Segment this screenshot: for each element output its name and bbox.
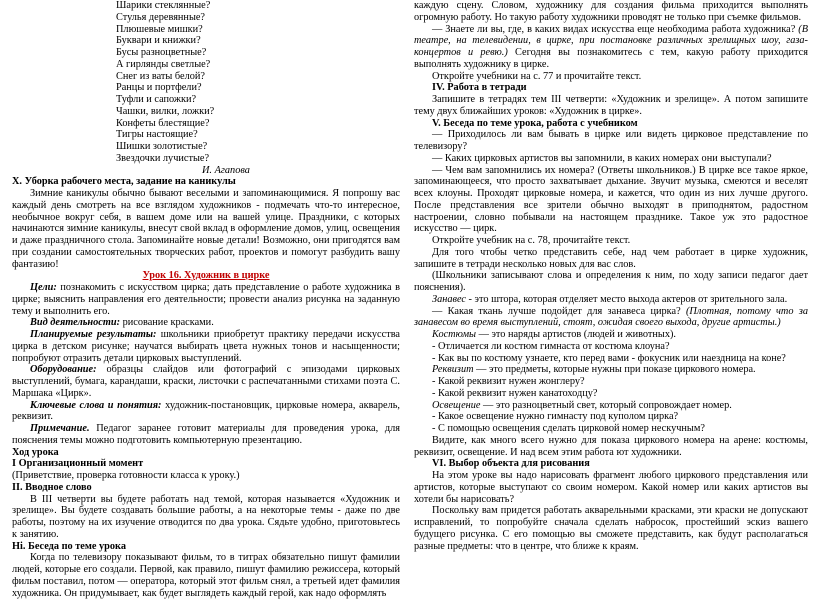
paragraph: Для того чтобы четко представить себе, над чем работает в цирке художник, запишите в тетради несколько новых для вас слов.	[414, 246, 808, 270]
term: Костюмы	[432, 329, 477, 340]
section-heading: VI. Выбор объекта для рисования	[432, 458, 590, 470]
note-paragraph	[12, 423, 400, 447]
section-heading: V. Беседа по теме урока, работа с учебником	[432, 117, 638, 129]
definition-costume	[414, 329, 808, 341]
equipment-label: Оборудование:	[30, 364, 97, 376]
paragraph: Зимние каникулы обычно бывают веселыми и запоминающимися. Я попрошу вас каждый день смотреть на все взглядом художников - подмечать что-то интересное, необычное вокруг себя, в вашем доме или на вашей улице. Праздники, с которых начинаются зимние каникулы, внесут свой вклад в оформление домов, улиц, освещения и даже праздничного стола. Запоминайте новые детали! Возможно, они пригодятся вам при создании самостоятельных творческих работ, проектов и помогут разбудить вашу фантазию!	[12, 188, 400, 270]
poem-line: Плюшевые мишки?	[116, 23, 203, 35]
section-heading: II. Вводное слово	[12, 481, 92, 493]
poem-line: Шарики стеклянные?	[116, 0, 211, 11]
poem-line: Тигры настоящие?	[116, 129, 198, 141]
keywords-paragraph	[12, 400, 400, 424]
poem-line: Шишки золотистые?	[116, 141, 208, 152]
term: Занавес	[432, 293, 466, 305]
definition: — это предметы, которые нужны при показе циркового номера.	[473, 364, 756, 376]
answer-text: (Плотная, потому что за занавесом во время выступлений, стоят, ожидая своего выхода, другие артисты.)	[414, 305, 808, 329]
question-paragraph	[414, 24, 808, 71]
section-heading: IV. Работа в тетради	[432, 82, 527, 94]
paragraph: — Чем вам запомнились их номера? (Ответы школьников.) В цирке все такое яркое, запоминающееся, что просто захватывает дыхание. Звучит музыка, смеются и веселят всех клоуны. Проходят цирковые номера, и кажется, что один из них лучше другого. После представления все зрители обычно выходят в приподнятом, радостном настроении, словно побывали на настоящем празднике. Такое уж это радостное искусство — цирк.	[414, 164, 808, 235]
paragraph: (Школьники записывают слова и определения к ним, по ходу записи педагог дает пояснения).	[414, 270, 808, 293]
question-text: — Знаете ли вы, где, в каких видах искусства еще необходима работа художника?	[432, 23, 799, 35]
definition: — это наряды артистов (людей и животных).	[476, 329, 677, 340]
list-item: - Отличается ли костюм гимнаста от костюма клоуна?	[432, 340, 670, 352]
left-column	[12, 0, 400, 599]
paragraph: Запишите в тетрадях тем III четверти: «Художник и зрелище». А потом запишите тему двух ближайших уроков: «Художник в цирке».	[414, 94, 808, 117]
results-paragraph	[12, 329, 400, 364]
answer-text: (В театре, на телевидении, в цирке, при постановке различных зрелищных шоу, газа-концертов и ревю.)	[414, 23, 808, 58]
section-heading: X. Уборка рабочего места, задание на каникулы	[12, 176, 236, 188]
right-column	[414, 0, 808, 552]
definition-curtain	[414, 294, 808, 306]
keywords-text: художник-постановщик, цирковые номера, акварель, реквизит.	[12, 399, 400, 423]
section-heading: Ход урока	[12, 446, 59, 458]
goals-label: Цели:	[30, 282, 57, 293]
poem-line: Конфеты блестящие?	[116, 117, 210, 129]
section-heading: I Организационный момент	[12, 458, 144, 470]
poem-line: А гирлянды светлые?	[116, 58, 211, 70]
activity-text: рисование красками.	[120, 317, 214, 329]
term: Освещение	[432, 399, 481, 411]
paragraph: каждую сцену. Словом, художнику для создания фильма приходится выполнять огромную работу. Но такую работу художники проводят не только при съемке фильмов.	[414, 0, 808, 23]
definition: - это штора, которая отделяет место выхода актеров от зрительного зала.	[465, 293, 788, 305]
poem-line: Звездочки лучистые?	[116, 152, 210, 164]
poem-line: Стулья деревянные?	[116, 11, 206, 23]
lesson-title	[12, 270, 400, 282]
poem-author: И. Агапова	[202, 164, 250, 176]
poem-line: Буквари и книжки?	[116, 35, 201, 47]
list-item: - Какой реквизит нужен жонглеру?	[432, 376, 585, 387]
paragraph: Видите, как много всего нужно для показа циркового номера на арене: костюмы, реквизит, освещение. И над всем этим работа ют художники.	[414, 434, 808, 458]
paragraph: На этом уроке вы надо нарисовать фрагмент любого циркового представления или артистов, которые выступают со своим номером. Какой номер или каких артистов вы хотели бы нарисовать?	[414, 470, 808, 505]
question-tail: Сегодня вы познакомитесь с тем, какую работу приходится выполнять художнику в цирке.	[414, 47, 808, 70]
keywords-label: Ключевые слова и понятия:	[30, 399, 162, 411]
note-text: Педагог заранее готовит материалы для проведения урока, для пояснения темы можно подготовить компьютерную презентацию.	[12, 423, 400, 446]
paragraph: Откройте учебник на с. 78, прочитайте текст.	[432, 235, 631, 246]
poem-line: Ранцы и портфели?	[116, 82, 202, 94]
poem-line: Чашки, вилки, ложки?	[116, 105, 215, 117]
equipment-text: образцы слайдов или фотографий с эпизодами цирковых выступлений, бумага, карандаши, краски, листочки с распечатанными стихами поэта С. Маршака «Цирк».	[12, 364, 400, 399]
paragraph: — Приходилось ли вам бывать в цирке или видеть цирковое представление по телевизору?	[414, 129, 808, 152]
definition-props	[414, 364, 808, 376]
activity-label: Вид деятельности:	[30, 317, 121, 329]
term: Реквизит	[432, 364, 474, 376]
goals-text: познакомить с искусством цирка; дать представление о работе художника в цирке; выяснить направления его деятельности; провести анализ рисунка на заданную тему и выполнить его.	[12, 282, 400, 317]
list-item: - Какой реквизит нужен канатоходцу?	[432, 387, 598, 399]
paragraph: (Приветствие, проверка готовности класса к уроку.)	[12, 470, 240, 481]
poem-line: Бусы разноцветные?	[116, 47, 207, 58]
section-heading: Hi. Беседа по теме урока	[12, 540, 126, 552]
lesson-title-text: Урок 16. Художник в цирке	[142, 270, 270, 282]
question-text: — Какая ткань лучше подойдет для занавеса цирка?	[432, 305, 686, 317]
activity-paragraph	[12, 317, 400, 329]
paragraph: Когда по телевизору показывают фильм, то в титрах обязательно пишут фамилии людей, которые его создали. Первой, как правило, пишут фамилию режиссера, который фильм поставил, потом — оператора, который этот фильм снял, а третьей идет фамилия художника. Он придумывает, как будет выглядеть каждый герой, как надо оформлять	[12, 552, 400, 599]
equipment-paragraph	[12, 364, 400, 399]
list-item: - Какое освещение нужно гимнасту под куполом цирка?	[432, 411, 679, 423]
goals-paragraph	[12, 282, 400, 317]
poem-line: Снег из ваты белой?	[116, 70, 205, 82]
paragraph: Откройте учебники на с. 77 и прочитайте текст.	[432, 70, 642, 82]
note-label: Примечание.	[30, 423, 90, 434]
results-label: Планируемые результаты:	[30, 329, 157, 340]
question-paragraph	[414, 306, 808, 330]
list-item: - Как вы по костюму узнаете, кто перед вами - фокусник или наездница на коне?	[432, 352, 786, 364]
results-text: школьники приобретут практику передачи искусства цирка в детском рисунке; научатся выбирать цвета нужных тонов и насыщенности; попробуют отразить детали цирковых выступлений.	[12, 329, 400, 364]
paragraph: В III четверти вы будете работать над темой, которая называется «Художник и зрелище». Вы будете создавать большие работы, а на некоторые темы - даже по две работы, поэтому на их изучение отводится по два урока. Сядьте удобно, приготовьтесь к занятию.	[12, 493, 400, 540]
list-item: - С помощью освещения сделать цирковой номер нескучным?	[432, 423, 705, 434]
definition-light	[414, 400, 808, 412]
poem-line: Туфли и сапожки?	[116, 94, 197, 105]
definition: — это разноцветный свет, который сопровождает номер.	[480, 399, 732, 411]
paragraph: Поскольку вам придется работать акварельными красками, эти краски не допускают исправлений, то попробуйте сначала сделать набросок, простейший эскиз вашего будущего рисунка. С его помощью вы сможете представить, как будут располагаться разные предметы: что в центре, что ближе к краям.	[414, 505, 808, 552]
poem	[12, 0, 400, 165]
paragraph: — Каких цирковых артистов вы запомнили, в каких номерах они выступали?	[432, 152, 772, 164]
